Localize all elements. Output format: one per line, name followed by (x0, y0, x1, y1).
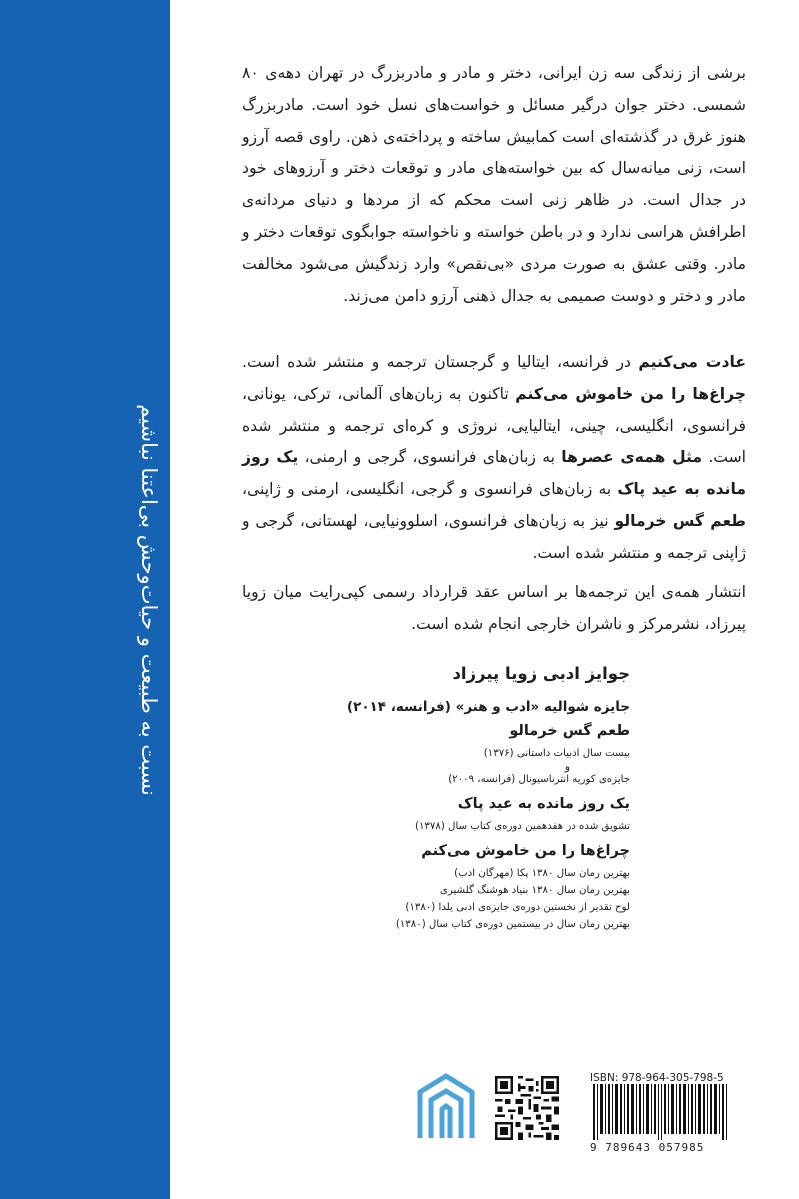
translations-text-3: به زبان‌های فرانسوی، گرجی و ارمنی، (298, 448, 562, 467)
book-title-cheragh: چراغ‌ها را من خاموش می‌کنم (515, 384, 746, 403)
translations-text-2: تاکنون به زبان‌های آلمانی، ترکی، یونانی، فرانسوی، انگلیسی، چینی، ایتالیایی، نروژی و کره‌ای ترجمه و منتشر شده است. (242, 384, 747, 467)
award-book-title: طعم گس خرمالو (509, 723, 630, 739)
book-title-adat: عادت می‌کنیم (638, 353, 746, 371)
barcode-number: 9 789643 057985 (590, 1141, 705, 1154)
translations-paragraph (242, 347, 746, 570)
book-title-asrha: مثل همه‌ی عصرها (561, 448, 703, 467)
award-line: تشویق شده در هفدهمین دوره‌ی کتاب سال (۱۳۷۸) (414, 821, 630, 832)
translations-text-1: در فرانسه، ایتالیا و گرجستان ترجمه و منتشر شده است. (242, 353, 639, 371)
copyright-paragraph: انتشار همه‌ی این ترجمه‌ها بر اساس عقد قرارداد رسمی کپی‌رایت میان زویا پیرزاد، نشرمرکز و ناشران خارجی انجام شده است. (242, 583, 746, 633)
qr-code-icon (495, 1076, 559, 1144)
publisher-logo-icon (415, 1070, 477, 1146)
award-line: بیست سال ادبیات داستانی (۱۳۷۶) (483, 748, 630, 759)
book-title-eid: یک روز مانده به عید پاک (242, 448, 746, 499)
award-line: جایزه‌ی کوریه انترناسیونال (فرانسه، ۲۰۰۹) (448, 774, 630, 785)
award-book-title: چراغ‌ها را من خاموش می‌کنم (421, 843, 630, 859)
award-line: لوح تقدیر از نخستین دوره‌ی جایزه‌ی ادبی یلدا (۱۳۸۰) (405, 902, 630, 913)
back-cover (170, 0, 799, 1199)
isbn-label: ISBN: 978-964-305-798-5 (590, 1072, 724, 1084)
awards-section (330, 664, 630, 933)
barcode-icon (590, 1084, 732, 1144)
award-chevalier: جایزه شوالیه «ادب و هنر» (فرانسه، ۲۰۱۴) (346, 699, 630, 715)
award-conjunction: و (564, 760, 570, 773)
spine-band (0, 0, 170, 1199)
translations-text-4: به زبان‌های فرانسوی و گرجی، انگلیسی، ارمنی و ژاپنی، (242, 480, 618, 499)
translations-text-5: نیز به زبان‌های فرانسوی، اسلوونیایی، لهستانی، گرجی و ژاپنی ترجمه و منتشر شده است. (242, 511, 746, 562)
award-book-title: یک روز مانده به عید پاک (457, 796, 630, 812)
award-line: بهترین رمان سال ۱۳۸۰ پکا (مهرگان ادب) (454, 868, 630, 879)
synopsis-paragraph: برشی از زندگی سه زن ایرانی، دختر و مادر و مادربزرگ در تهران دهه‌ی ۸۰ شمسی. دختر جوان درگیر مسائل و خواست‌های نسل خود است. مادربزرگ هنوز غرق در گذشته‌ای است کمابیش ساخته و پرداخته‌ی ذهن. راوی قصه آرزو است، زنی میانه‌سال که بین خواسته‌های مادر و توقعات دختر و آرزوهای خود در جدال است. در ظاهر زنی است محکم که از مردها و دنیای مردانه‌ی اطرافش هراسی ندارد و در باطن خواسته و ناخواسته جوابگوی توقعات دختر و مادر. وقتی عشق به صورت مردی «بی‌نقص» وارد زندگیش می‌شود مخالفت مادر و دختر و دوست صمیمی به جدال ذهنی آرزو دامن می‌زند. (242, 64, 746, 305)
award-line: بهترین رمان سال در بیستمین دوره‌ی کتاب سال (۱۳۸۰) (395, 919, 630, 930)
spine-slogan: نسبت به طبیعت و حیات‌وحش بی‌اعتنا نباشیم (137, 404, 161, 796)
award-line: بهترین رمان سال ۱۳۸۰ بنیاد هوشنگ گلشیری (439, 885, 630, 896)
awards-title: جوایز ادبی زویا پیرزاد (452, 664, 630, 683)
book-title-khormalu: طعم گس خرمالو (614, 511, 746, 530)
